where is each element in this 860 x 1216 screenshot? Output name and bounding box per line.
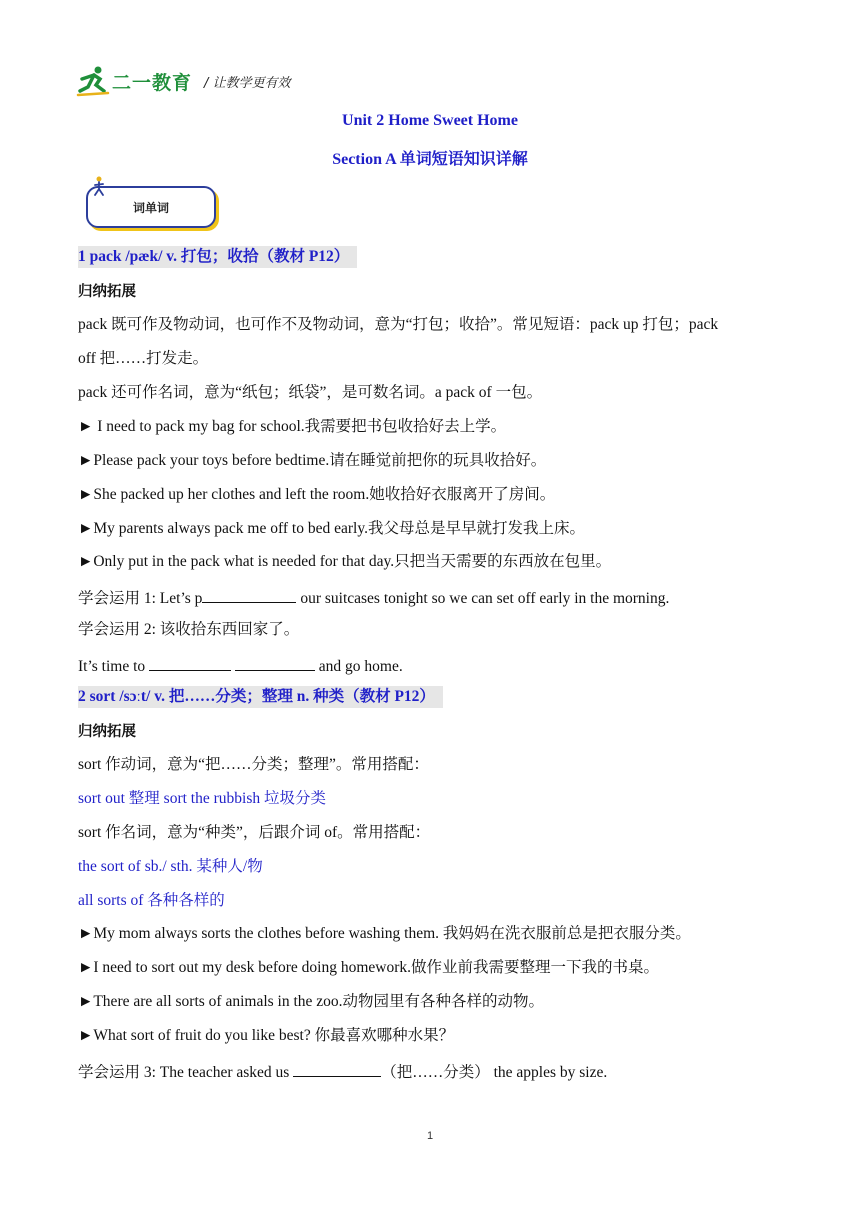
example-sentence: ►There are all sorts of animals in the zoo.动物园里有各种各样的动物。 [78,993,545,1010]
exercise-2-prompt: 学会运用 2: 该收拾东西回家了。 [78,621,300,638]
person-icon [92,176,106,196]
phrase-line: all sorts of 各种各样的 [78,892,225,909]
explanation-line: off 把……打发走。 [78,350,209,367]
example-sentence: ► I need to pack my bag for school.我需要把书包收拾好去上学。 [78,418,507,435]
example-sentence: ►I need to sort out my desk before doing homework.做作业前我需要整理一下我的书桌。 [78,959,660,976]
exercise-2-suffix: and go home. [314,658,403,675]
example-sentence: ►What sort of fruit do you like best? 你最喜欢哪种水果？ [78,1027,455,1044]
header-logo [76,64,291,98]
exercise-3-suffix: （把……分类） the apples by size. [381,1064,608,1081]
entry-heading-pack: 1 pack /pæk/ v. 打包；收拾（教材 P12） [78,246,357,268]
exercise-2-prefix: It’s time to [78,658,150,675]
badge-label: 词单词 [132,201,169,215]
running-man-icon [76,65,110,97]
exercise-1-suffix: our suitcases tonight so we can set off early in the morning. [296,590,670,607]
section-badge [80,176,220,228]
brand-name: 二一教育 [112,71,193,94]
exercise-1-blank[interactable] [202,586,296,603]
exercise-3-prefix: 学会运用 3: The teacher asked us [78,1064,294,1081]
explanation-line: sort 作名词，意为“种类”，后跟介词 of。常用搭配： [78,824,431,841]
example-sentence: ►My parents always pack me off to bed early.我父母总是早早就打发我上床。 [78,520,585,537]
phrase-line: sort out 整理 sort the rubbish 垃圾分类 [78,790,326,807]
exercise-3-blank[interactable] [293,1060,381,1077]
explanation-line: pack 还可作名词，意为“纸包；纸袋”，是可数名词。a pack of 一包。 [78,384,543,401]
exercise-3 [78,1060,607,1083]
exercise-1-prefix: 学会运用 1: Let’s p [78,590,203,607]
exercise-2 [78,654,403,677]
entry-subheading: 归纳拓展 [78,284,136,300]
exercise-1 [78,586,669,609]
explanation-line: sort 作动词，意为“把……分类；整理”。常用搭配： [78,756,429,773]
example-sentence: ►She packed up her clothes and left the room.她收拾好衣服离开了房间。 [78,486,556,503]
example-sentence: ►Only put in the pack what is needed for that day.只把当天需要的东西放在包里。 [78,553,612,570]
brand-slogan: / 让教学更有效 [204,75,291,91]
exercise-2-blank-1[interactable] [149,654,231,671]
entry-subheading: 归纳拓展 [78,724,136,740]
phrase-line: the sort of sb./ sth. 某种人/物 [78,858,263,875]
example-sentence: ►Please pack your toys before bedtime.请在睡觉前把你的玩具收拾好。 [78,452,547,469]
section-title: Section A 单词短语知识详解 [332,151,528,168]
explanation-line: pack 既可作及物动词，也可作不及物动词，意为“打包；收拾”。常见短语：pack up 打包；pack [78,316,719,333]
unit-title: Unit 2 Home Sweet Home [342,112,518,129]
entry-heading-sort: 2 sort /sɔːt/ v. 把……分类；整理 n. 种类（教材 P12） [78,686,443,708]
exercise-2-blank-2[interactable] [235,654,315,671]
example-sentence: ►My mom always sorts the clothes before washing them. 我妈妈在洗衣服前总是把衣服分类。 [78,925,691,942]
page-number: 1 [426,1130,434,1142]
